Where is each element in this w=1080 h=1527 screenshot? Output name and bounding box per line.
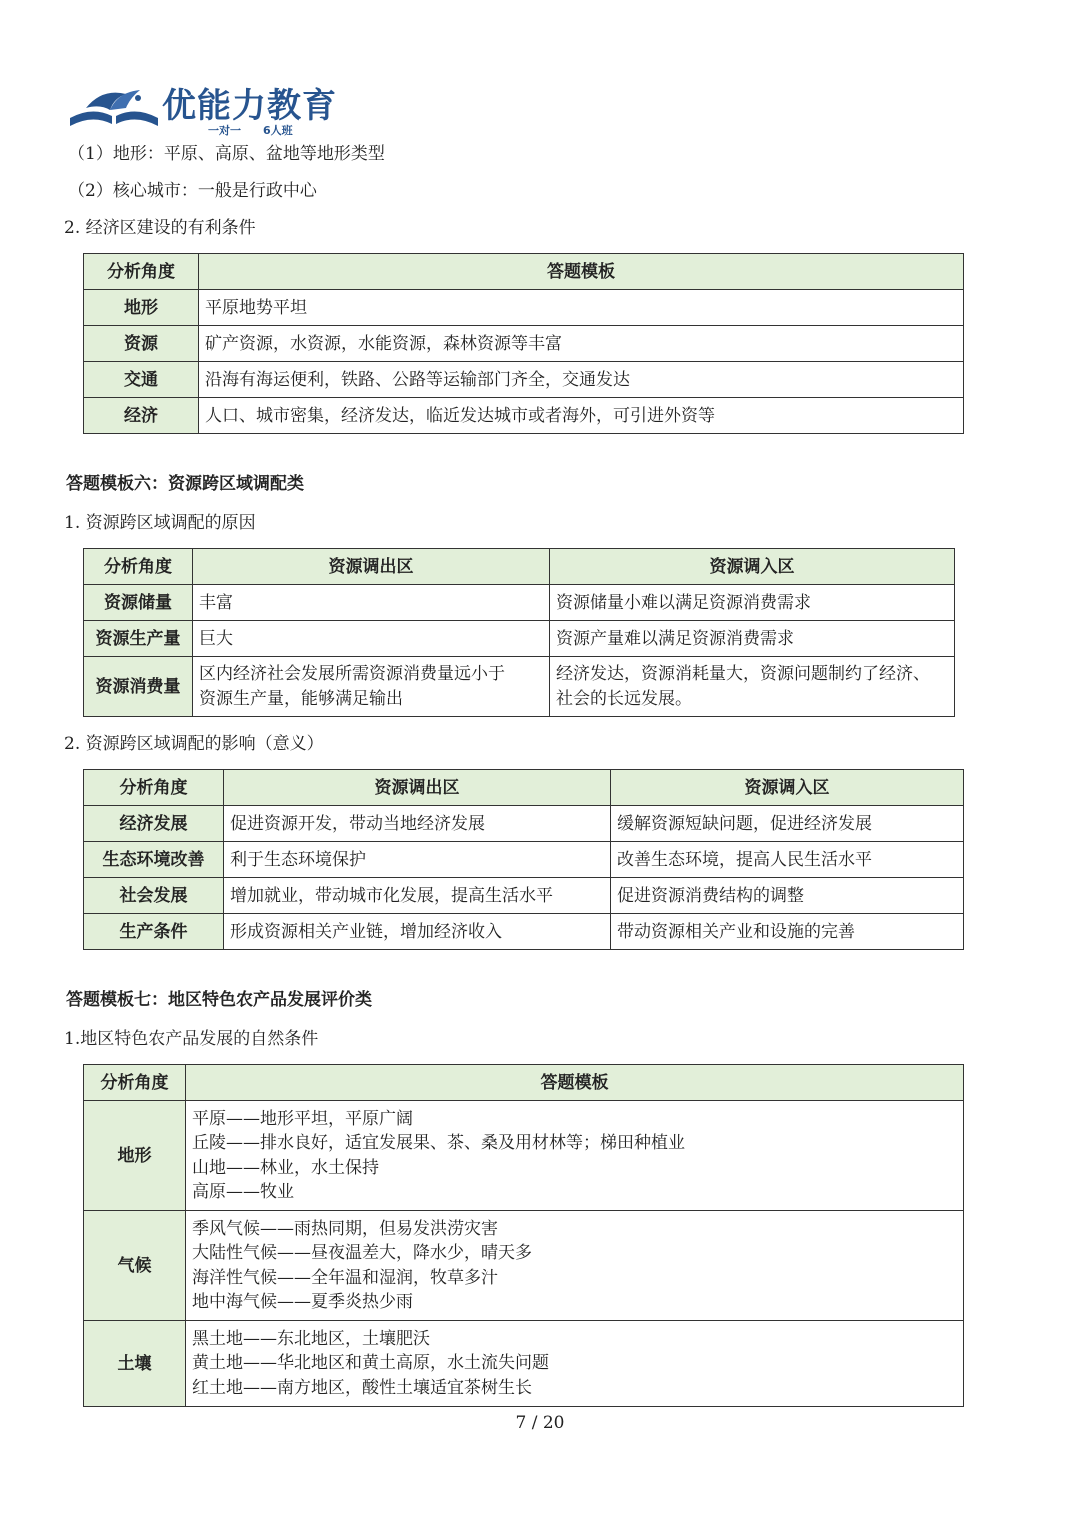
table-row: 社会发展 增加就业，带动城市化发展，提高生活水平 促进资源消费结构的调整 xyxy=(84,878,964,914)
intro-line-3: 2. 经济区建设的有利条件 xyxy=(64,218,256,238)
section-heading-6: 答题模板六：资源跨区域调配类 xyxy=(66,474,304,494)
economic-zone-table xyxy=(83,253,964,434)
table-row: 气候 季风气候——雨热同期，但易发洪涝灾害 大陆性气候——昼夜温差大，降水少，晴天多 海洋性气候——全年温和湿润，牧草多汁 地中海气候——夏季炎热少雨 xyxy=(84,1211,964,1321)
intro-line-1: （1）地形：平原、高原、盆地等地形类型 xyxy=(68,144,385,164)
agri-conditions-table xyxy=(83,1064,964,1407)
table-header: 资源调出区 xyxy=(193,549,550,585)
table-header: 资源调入区 xyxy=(550,549,955,585)
table-row: 土壤 黑土地——东北地区，土壤肥沃 黄土地——华北地区和黄土高原，水土流失问题 红土地——南方地区，酸性土壤适宜茶树生长 xyxy=(84,1321,964,1407)
table-header: 分析角度 xyxy=(84,254,199,290)
table-row: 地形 平原——地形平坦，平原广阔 丘陵——排水良好，适宜发展果、茶、桑及用材林等；梯田种植业 山地——林业，水土保持 高原——牧业 xyxy=(84,1101,964,1211)
table-header: 分析角度 xyxy=(84,770,224,806)
section7-sub-1: 1.地区特色农产品发展的自然条件 xyxy=(64,1029,319,1049)
open-book-icon xyxy=(66,84,162,132)
table-row: 生产条件 形成资源相关产业链，增加经济收入 带动资源相关产业和设施的完善 xyxy=(84,914,964,950)
page-number: 7 / 20 xyxy=(515,1413,565,1433)
section6-sub-2: 2. 资源跨区域调配的影响（意义） xyxy=(64,734,324,754)
intro-line-2: （2）核心城市：一般是行政中心 xyxy=(68,181,317,201)
table-row: 资源 矿产资源，水资源，水能资源，森林资源等丰富 xyxy=(84,326,964,362)
logo-subtitle: 一对一 6人班 xyxy=(208,124,293,137)
logo-title: 优能力教育 xyxy=(162,86,337,126)
table-row: 资源生产量 巨大 资源产量难以满足资源消费需求 xyxy=(84,621,955,657)
section6-sub-1: 1. 资源跨区域调配的原因 xyxy=(64,513,256,533)
allocation-impact-table xyxy=(83,769,964,950)
table-header: 答题模板 xyxy=(186,1065,964,1101)
table-row: 经济 人口、城市密集，经济发达，临近发达城市或者海外，可引进外资等 xyxy=(84,398,964,434)
table-row: 交通 沿海有海运便利，铁路、公路等运输部门齐全，交通发达 xyxy=(84,362,964,398)
table-header: 资源调入区 xyxy=(611,770,964,806)
table-row: 生态环境改善 利于生态环境保护 改善生态环境，提高人民生活水平 xyxy=(84,842,964,878)
table-header: 答题模板 xyxy=(199,254,964,290)
table-row: 地形 平原地势平坦 xyxy=(84,290,964,326)
table-header: 资源调出区 xyxy=(224,770,611,806)
table-row: 资源消费量 区内经济社会发展所需资源消费量远小于 资源生产量，能够满足输出 经济发达，资源消耗量大，资源问题制约了经济、 社会的长远发展。 xyxy=(84,657,955,717)
table-row: 经济发展 促进资源开发，带动当地经济发展 缓解资源短缺问题，促进经济发展 xyxy=(84,806,964,842)
table-header: 分析角度 xyxy=(84,1065,186,1101)
table-row: 资源储量 丰富 资源储量小难以满足资源消费需求 xyxy=(84,585,955,621)
table-header: 分析角度 xyxy=(84,549,193,585)
brand-logo xyxy=(66,78,356,140)
allocation-reason-table xyxy=(83,548,955,717)
section-heading-7: 答题模板七：地区特色农产品发展评价类 xyxy=(66,990,372,1010)
